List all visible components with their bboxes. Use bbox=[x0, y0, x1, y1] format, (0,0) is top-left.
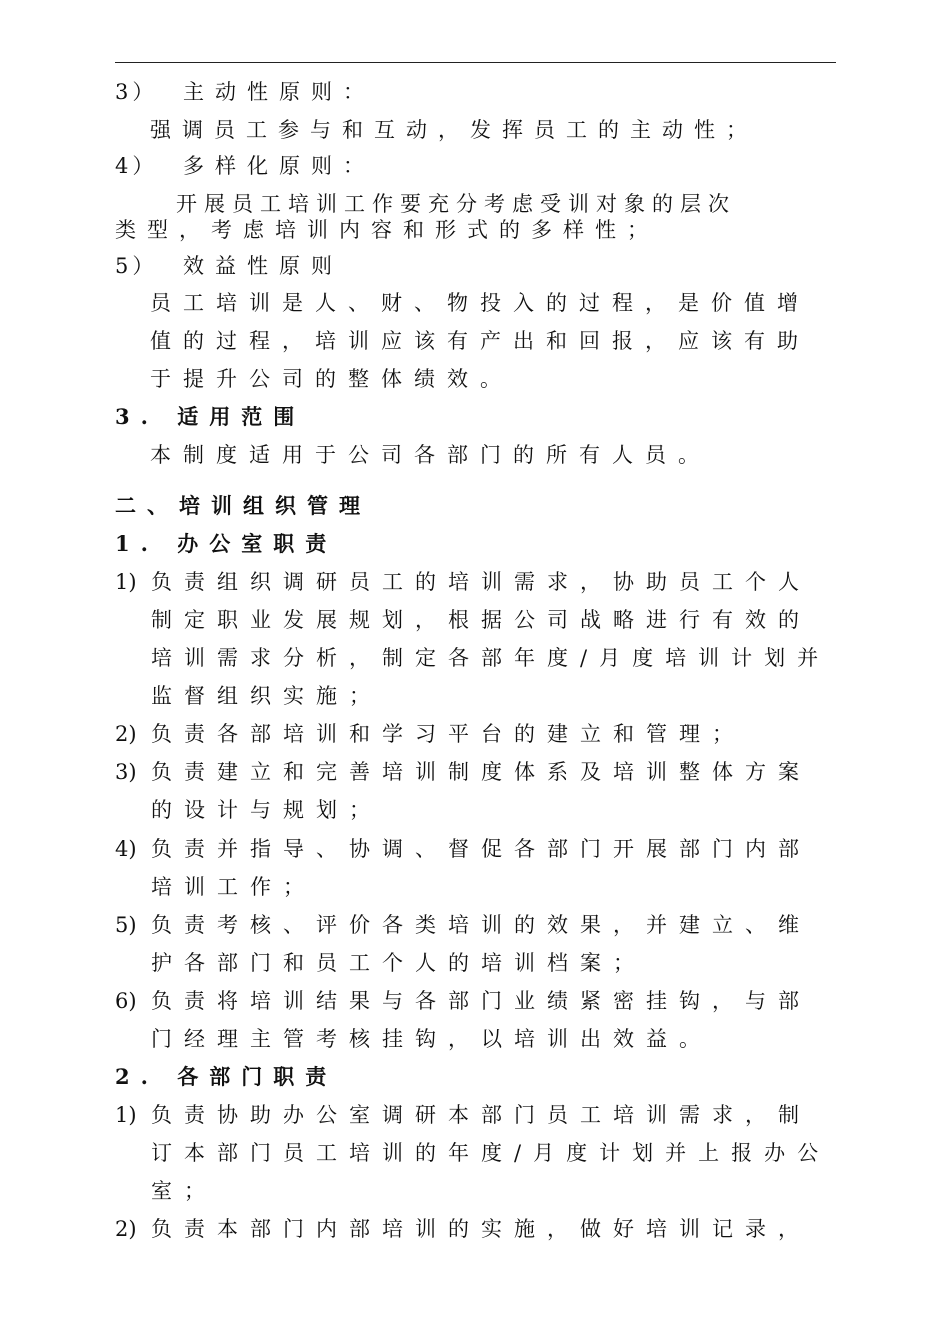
office-item-1-text: 负责组织调研员工的培训需求，协助员工个人 bbox=[151, 570, 811, 594]
office-item-4-line-1 bbox=[115, 836, 811, 862]
principle-5-label: 效益性原则 bbox=[183, 254, 343, 278]
office-item-4-text: 负责并指导、协调、督促各部门开展部门内部 bbox=[151, 837, 811, 861]
department-item-1-number: 1) bbox=[115, 1103, 137, 1127]
principle-4-number: 4） bbox=[115, 154, 158, 178]
department-item-1-text: 负责协助办公室调研本部门员工培训需求，制 bbox=[151, 1103, 811, 1127]
principle-3-number: 3） bbox=[115, 80, 158, 104]
office-item-1-line-3: 培训需求分析，制定各部年度/月度培训计划并 bbox=[151, 646, 831, 670]
office-item-4-number: 4) bbox=[115, 837, 137, 861]
office-item-4-line-2: 培训工作； bbox=[151, 875, 316, 899]
department-item-2-text: 负责本部门内部培训的实施，做好培训记录， bbox=[151, 1217, 811, 1241]
office-item-3-number: 3) bbox=[115, 760, 137, 784]
principle-5-number: 5） bbox=[115, 254, 158, 278]
section-2-heading: 二、培训组织管理 bbox=[115, 493, 371, 518]
office-item-6-line-2: 门经理主管考核挂钩，以培训出效益。 bbox=[151, 1027, 712, 1051]
office-item-6-line-1 bbox=[115, 988, 811, 1014]
office-item-2-text: 负责各部培训和学习平台的建立和管理； bbox=[151, 722, 745, 746]
office-item-5-line-1 bbox=[115, 912, 811, 938]
office-item-1-line-4: 监督组织实施； bbox=[151, 684, 382, 708]
department-item-2-number: 2) bbox=[115, 1217, 137, 1241]
office-item-5-text: 负责考核、评价各类培训的效果，并建立、维 bbox=[151, 913, 811, 937]
office-item-5-number: 5) bbox=[115, 913, 137, 937]
department-item-1-line-1 bbox=[115, 1102, 811, 1128]
principle-3-label: 主动性原则： bbox=[183, 80, 375, 104]
office-item-3-line-2: 的设计与规划； bbox=[151, 798, 382, 822]
principle-5-body-line-2: 值的过程，培训应该有产出和回报，应该有助 bbox=[150, 329, 810, 353]
principle-4-body-line-2: 类型，考虑培训内容和形式的多样性； bbox=[115, 218, 659, 242]
office-item-1-line-1 bbox=[115, 569, 811, 595]
office-item-5-line-2: 护各部门和员工个人的培训档案； bbox=[151, 951, 646, 975]
principle-4-label: 多样化原则： bbox=[183, 154, 375, 178]
office-item-1-line-2: 制定职业发展规划，根据公司战略进行有效的 bbox=[151, 608, 811, 632]
principle-3-title bbox=[115, 79, 375, 105]
office-item-3-line-1 bbox=[115, 759, 811, 785]
scope-body: 本制度适用于公司各部门的所有人员。 bbox=[150, 443, 711, 467]
principle-5-body-line-1: 员工培训是人、财、物投入的过程，是价值增 bbox=[150, 291, 810, 315]
office-item-2-line-1 bbox=[115, 721, 745, 747]
principle-4-body-line-1: 开展员工培训工作要充分考虑受训对象的层次 bbox=[176, 192, 736, 216]
office-item-3-text: 负责建立和完善培训制度体系及培训整体方案 bbox=[151, 760, 811, 784]
department-item-1-line-2: 订本部门员工培训的年度/月度计划并上报办公 bbox=[151, 1141, 831, 1165]
office-duties-heading: 1. 办公室职责 bbox=[115, 531, 338, 556]
principle-5-body-line-3: 于提升公司的整体绩效。 bbox=[150, 367, 513, 391]
principle-4-title bbox=[115, 153, 375, 179]
department-duties-heading: 2. 各部门职责 bbox=[115, 1064, 338, 1089]
header-rule bbox=[115, 62, 836, 63]
scope-heading: 3. 适用范围 bbox=[115, 404, 306, 429]
department-item-1-line-3: 室； bbox=[151, 1179, 217, 1203]
principle-3-body: 强调员工参与和互动，发挥员工的主动性； bbox=[150, 118, 758, 142]
principle-5-title bbox=[115, 253, 343, 279]
office-item-2-number: 2) bbox=[115, 722, 137, 746]
office-item-6-text: 负责将培训结果与各部门业绩紧密挂钩，与部 bbox=[151, 989, 811, 1013]
office-item-1-number: 1) bbox=[115, 570, 137, 594]
office-item-6-number: 6) bbox=[115, 989, 137, 1013]
department-item-2-line-1 bbox=[115, 1216, 811, 1242]
